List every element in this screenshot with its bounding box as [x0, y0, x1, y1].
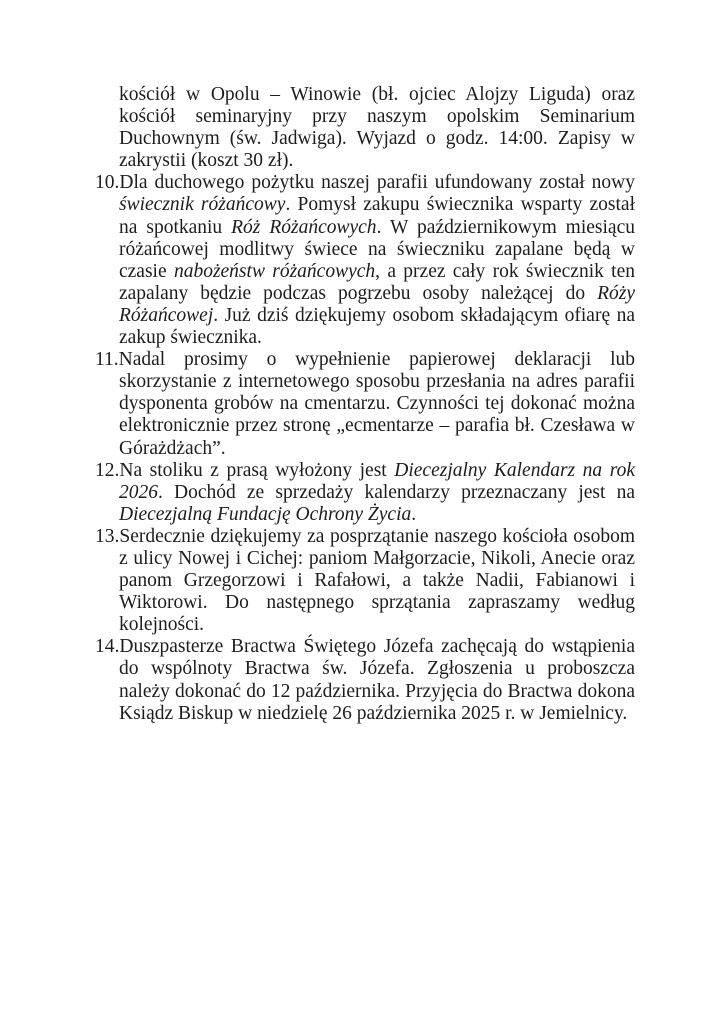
text-segment: Nadal prosimy o wypełnienie papierowej deklaracji lub skorzystanie z internetowego sposobu przesłania na adres parafii dysponenta grobów na cmentarzu. Czynności tej dokonać można elektronicznie przez stronę „ecmentarze – parafia bł. Czesława w Górażdżach”.	[118, 349, 635, 459]
list-number-14: 14.	[95, 636, 120, 658]
text-segment-italic: nabożeństw różańcowych	[173, 260, 376, 282]
text-segment: . Pomysł zakupu świecznika wsparty został na spotkaniu	[119, 194, 635, 238]
text-segment: Dla duchowego pożytku naszej parafii ufundowany został nowy	[119, 172, 635, 194]
paragraph-text: kościół w Opolu – Winowie (bł. ojciec Alojzy Liguda) oraz kościół seminaryjny przy naszym opolskim Seminarium Duchownym (św. Jadwiga). Wyjazd o godz. 14:00. Zapisy w zakrystii (koszt 30 zł).	[119, 84, 635, 172]
list-item-12	[95, 460, 635, 526]
text-segment-italic: Róż Różańcowych	[231, 216, 377, 238]
text-segment: Serdecznie dziękujemy za posprzątanie naszego kościoła osobom z ulicy Nowej i Cichej: paniom Małgorzacie, Nikoli, Anecie oraz panom Grzegorzowi i Rafałowi, a także Nadii, Fabianowi i Wiktorowi. Do następnego sprzątania zapraszamy według kolejności.	[119, 525, 635, 636]
text-segment-italic: świecznik różańcowy	[119, 194, 286, 216]
text-segment-italic: Diecezjalny Kalendarz na rok 2026	[119, 459, 635, 503]
list-item-11	[95, 349, 635, 459]
text-segment: Na stoliku z prasą wyłożony jest	[119, 459, 395, 481]
list-item-14	[95, 636, 635, 724]
list-number-12: 12.	[95, 459, 120, 481]
text-segment: , a przez cały rok świecznik ten zapalany będzie podczas pogrzebu osoby należącej do	[119, 260, 635, 304]
text-segment: Duszpasterze Bractwa Świętego Józefa zachęcają do wstąpienia do wspólnoty Bractwa św. Józefa. Zgłoszenia u proboszcza należy dokonać do 12 października. Przyjęcia do Bractwa dokona Ksiądz Biskup w niedzielę 26 października 2025 r. w Jemielnicy.	[119, 636, 635, 724]
list-item-10	[95, 172, 635, 349]
text-segment-italic: Róży Różańcowej	[119, 282, 635, 326]
text-segment-italic: Diecezjalną Fundację Ochrony Życia	[119, 503, 412, 525]
text-segment: . Już dziś dziękujemy osobom składającym ofiarę na zakup świecznika.	[119, 304, 635, 349]
list-number-11: 11.	[95, 349, 119, 371]
announcements-text-block	[95, 84, 635, 725]
paragraph-item9-continuation	[119, 84, 635, 172]
list-number-10: 10.	[95, 172, 120, 194]
text-segment: . W październikowym miesiącu różańcowej modlitwy świece na świeczniku zapalane będą w czasie	[119, 216, 635, 282]
list-number-13: 13.	[95, 525, 120, 547]
text-segment: .	[411, 503, 417, 525]
list-item-13	[95, 526, 635, 636]
text-segment: . Dochód ze sprzedaży kalendarzy przeznaczany jest na	[158, 481, 635, 503]
